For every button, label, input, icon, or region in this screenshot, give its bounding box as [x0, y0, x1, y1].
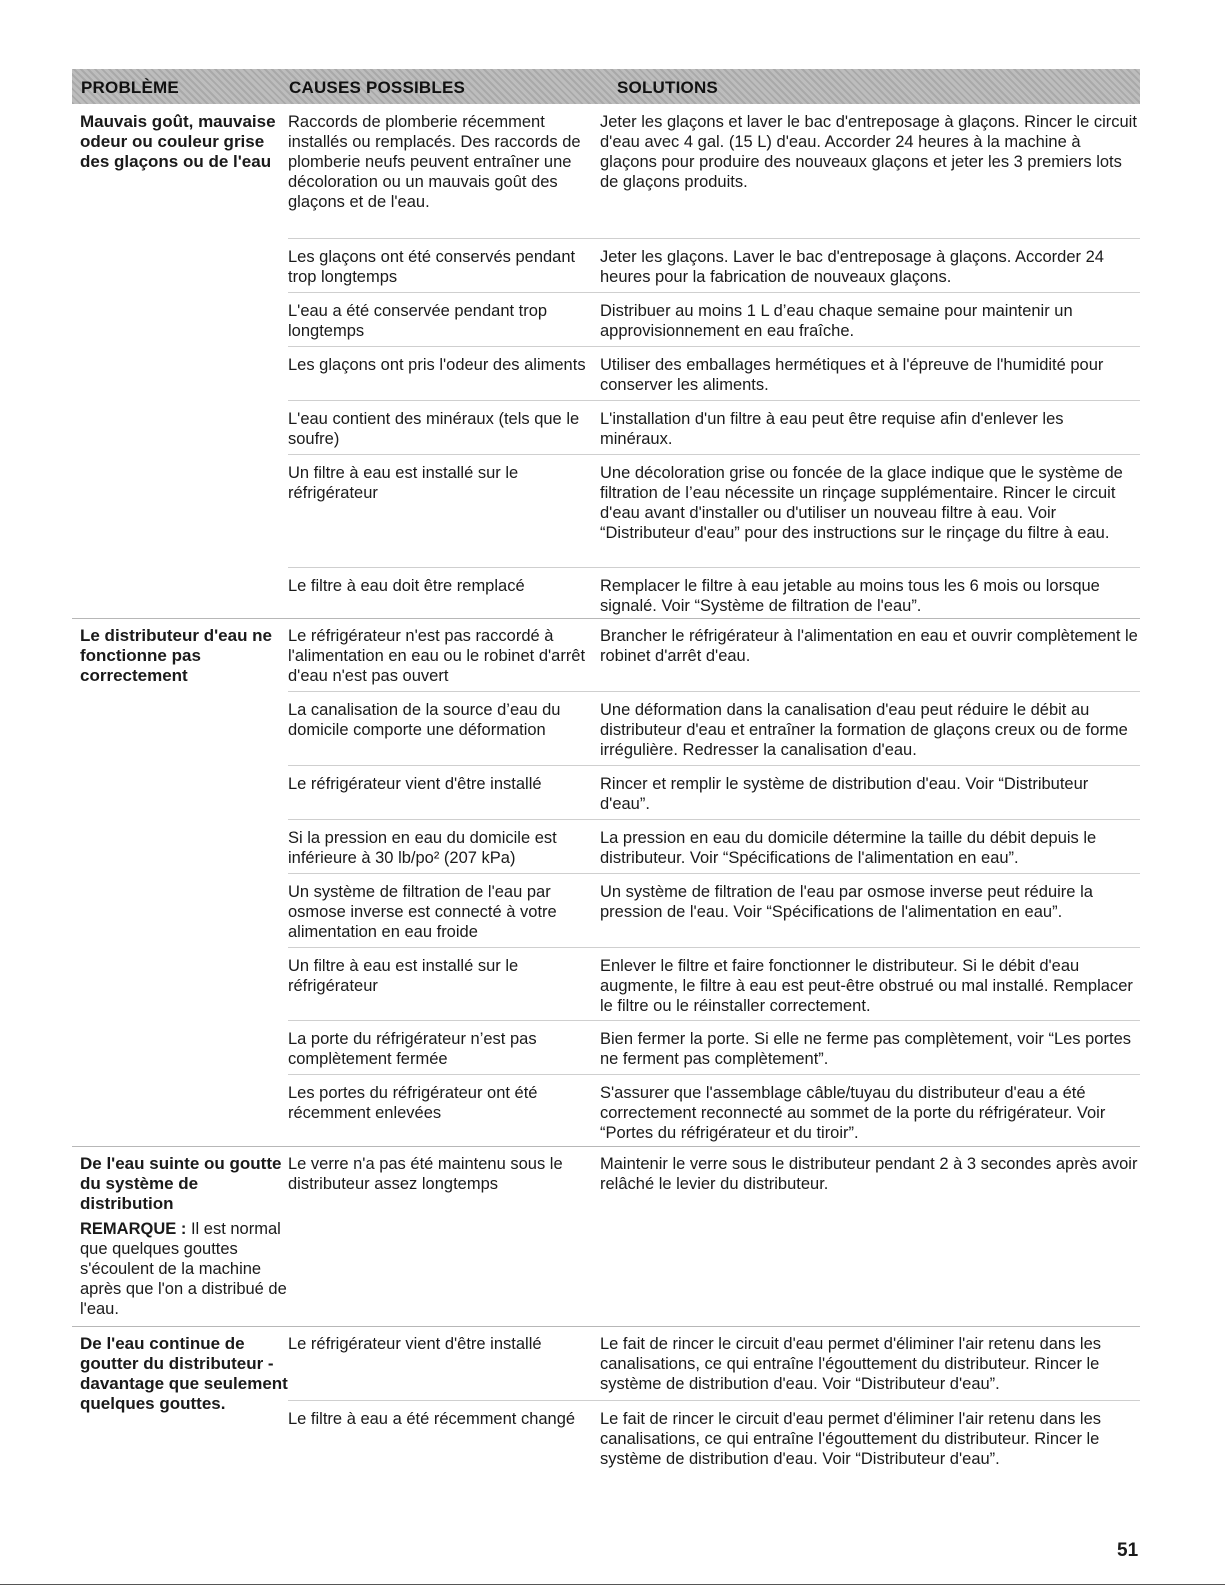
table-row: [288, 1400, 1140, 1468]
cause-text: L'eau contient des minéraux (tels que le soufre): [288, 410, 580, 448]
solution-text: Utiliser des emballages hermétiques et à l'épreuve de l'humidité pour conserver les aliments.: [600, 356, 1104, 394]
cause-text: Les glaçons ont pris l'odeur des aliments: [288, 356, 586, 374]
note-label: REMARQUE :: [80, 1220, 187, 1238]
cause-text: Le réfrigérateur vient d'être installé: [288, 775, 542, 793]
cause-text: Le verre n'a pas été maintenu sous le distributeur assez longtemps: [288, 1155, 563, 1193]
table-row: [288, 1020, 1140, 1068]
page-number: 51: [1117, 1540, 1139, 1561]
cause-text: Si la pression en eau du domicile est inférieure à 30 lb/po² (207 kPa): [288, 829, 557, 867]
header-solutions: SOLUTIONS: [617, 78, 718, 97]
cause-text: Les portes du réfrigérateur ont été récemment enlevées: [288, 1084, 538, 1122]
table-row: [288, 765, 1140, 813]
cause-text: Raccords de plomberie récemment installés ou remplacés. Des raccords de plomberie neufs peuvent entraîner une décoloration ou un mauvais goût des glaçons et de l'eau.: [288, 113, 581, 211]
problem-group-taste-odor: [72, 112, 1140, 618]
table-row: [288, 567, 1140, 615]
table-row: [288, 454, 1140, 542]
cause-text: La porte du réfrigérateur n’est pas complètement fermée: [288, 1030, 537, 1068]
problem-group-leaking: [72, 1146, 1140, 1327]
cause-text: La canalisation de la source d’eau du domicile comporte une déformation: [288, 701, 561, 739]
header-problem: PROBLÈME: [81, 78, 179, 97]
problem-title: De l'eau suinte ou goutte du système de distribution: [80, 1154, 282, 1213]
solution-text: L'installation d'un filtre à eau peut être requise afin d'enlever les minéraux.: [600, 410, 1064, 448]
solution-text: Une décoloration grise ou foncée de la glace indique que le système de filtration de l’eau nécessite un rinçage supplémentaire. Rincer le circuit d'eau avant d'installer ou d'utiliser un nouveau filtre à eau. Voir “Distributeur d'eau” pour des instructions sur le rinçage du filtre à eau.: [600, 464, 1123, 542]
table-row: [288, 1074, 1140, 1142]
cause-text: Le filtre à eau a été récemment changé: [288, 1410, 576, 1428]
solution-text: Maintenir le verre sous le distributeur pendant 2 à 3 secondes après avoir relâché le levier du distributeur.: [600, 1155, 1138, 1193]
table-row: [288, 400, 1140, 448]
problem-cell: [80, 1154, 290, 1319]
problem-note: [80, 1219, 290, 1319]
table-row: [288, 873, 1140, 941]
problem-title: De l'eau continue de goutter du distributeur - davantage que seulement quelques gouttes.: [80, 1334, 288, 1413]
solution-text: Brancher le réfrigérateur à l'alimentation en eau et ouvrir complètement le robinet d'arrêt d'eau.: [600, 627, 1138, 665]
table-row: [288, 346, 1140, 394]
solution-text: Distribuer au moins 1 L d’eau chaque semaine pour maintenir un approvisionnement en eau fraîche.: [600, 302, 1073, 340]
problem-group-continuous-drip: [72, 1326, 1140, 1477]
cause-text: Le filtre à eau doit être remplacé: [288, 577, 525, 595]
solution-text: Enlever le filtre et faire fonctionner le distributeur. Si le débit d'eau augmente, le filtre à eau est peut-être obstrué ou mal installé. Remplacer le filtre ou le réinstaller correctement.: [600, 957, 1133, 1015]
problem-group-dispenser: [72, 618, 1140, 1147]
solution-text: Une déformation dans la canalisation d'eau peut réduire le débit au distributeur d'eau et entraîner la formation de glaçons creux ou de forme irrégulière. Redresser la canalisation d'eau.: [600, 701, 1128, 759]
solution-text: La pression en eau du domicile détermine la taille du débit depuis le distributeur. Voir “Spécifications de l'alimentation en eau”.: [600, 829, 1097, 867]
cause-text: Le réfrigérateur n'est pas raccordé à l'alimentation en eau ou le robinet d'arrêt d'eau n'est pas ouvert: [288, 627, 586, 685]
problem-cell: [80, 112, 290, 172]
solution-text: Bien fermer la porte. Si elle ne ferme pas complètement, voir “Les portes ne ferment pas complètement”.: [600, 1030, 1131, 1068]
problem-cell: [80, 626, 290, 686]
solution-text: Jeter les glaçons et laver le bac d'entreposage à glaçons. Rincer le circuit d'eau avec 4 gal. (15 L) d'eau. Accorder 24 heures à la machine à glaçons pour produire des nouveaux glaçons et jeter les 3 premiers lots de glaçons produits.: [600, 113, 1137, 191]
cause-text: Un système de filtration de l'eau par osmose inverse est connecté à votre alimentation en eau froide: [288, 883, 557, 941]
table-header: [72, 69, 1140, 104]
header-causes: CAUSES POSSIBLES: [289, 78, 466, 97]
solution-text: Un système de filtration de l'eau par osmose inverse peut réduire la pression de l'eau. Voir “Spécifications de l'alimentation en eau”.: [600, 883, 1093, 921]
problem-cell: [80, 1334, 290, 1414]
cause-text: Le réfrigérateur vient d'être installé: [288, 1335, 542, 1353]
solution-text: Jeter les glaçons. Laver le bac d'entreposage à glaçons. Accorder 24 heures pour la fabrication de nouveaux glaçons.: [600, 248, 1104, 286]
table-row: [288, 947, 1140, 1015]
solution-text: Le fait de rincer le circuit d'eau permet d'éliminer l'air retenu dans les canalisations, ce qui entraîne l'égouttement du distributeur. Rincer le système de distribution d'eau. Voir “Distributeur d'eau”.: [600, 1410, 1102, 1468]
table-row: [288, 691, 1140, 759]
cause-text: Les glaçons ont été conservés pendant trop longtemps: [288, 248, 576, 286]
solution-text: Rincer et remplir le système de distribution d'eau. Voir “Distributeur d'eau”.: [600, 775, 1089, 813]
table-row: [288, 292, 1140, 340]
problem-title: Le distributeur d'eau ne fonctionne pas correctement: [80, 626, 273, 685]
table-row: [288, 238, 1140, 286]
cause-text: Un filtre à eau est installé sur le réfrigérateur: [288, 957, 519, 995]
solution-text: S'assurer que l'assemblage câble/tuyau du distributeur d'eau a été correctement reconnecté au sommet de la porte du réfrigérateur. Voir “Portes du réfrigérateur et du tiroir”.: [600, 1084, 1106, 1142]
problem-title: Mauvais goût, mauvaise odeur ou couleur grise des glaçons ou de l'eau: [80, 112, 276, 171]
cause-text: Un filtre à eau est installé sur le réfrigérateur: [288, 464, 519, 502]
note-text: Il est normal que quelques gouttes s'écoulent de la machine après que l'on a distribué de l'eau.: [80, 1220, 287, 1318]
table-row: [288, 819, 1140, 867]
cause-text: L'eau a été conservée pendant trop longtemps: [288, 302, 548, 340]
solution-text: Le fait de rincer le circuit d'eau permet d'éliminer l'air retenu dans les canalisations, ce qui entraîne l'égouttement du distributeur. Rincer le système de distribution d'eau. Voir “Distributeur d'eau”.: [600, 1335, 1102, 1393]
solution-text: Remplacer le filtre à eau jetable au moins tous les 6 mois ou lorsque signalé. Voir “Système de filtration de l'eau”.: [600, 577, 1100, 615]
